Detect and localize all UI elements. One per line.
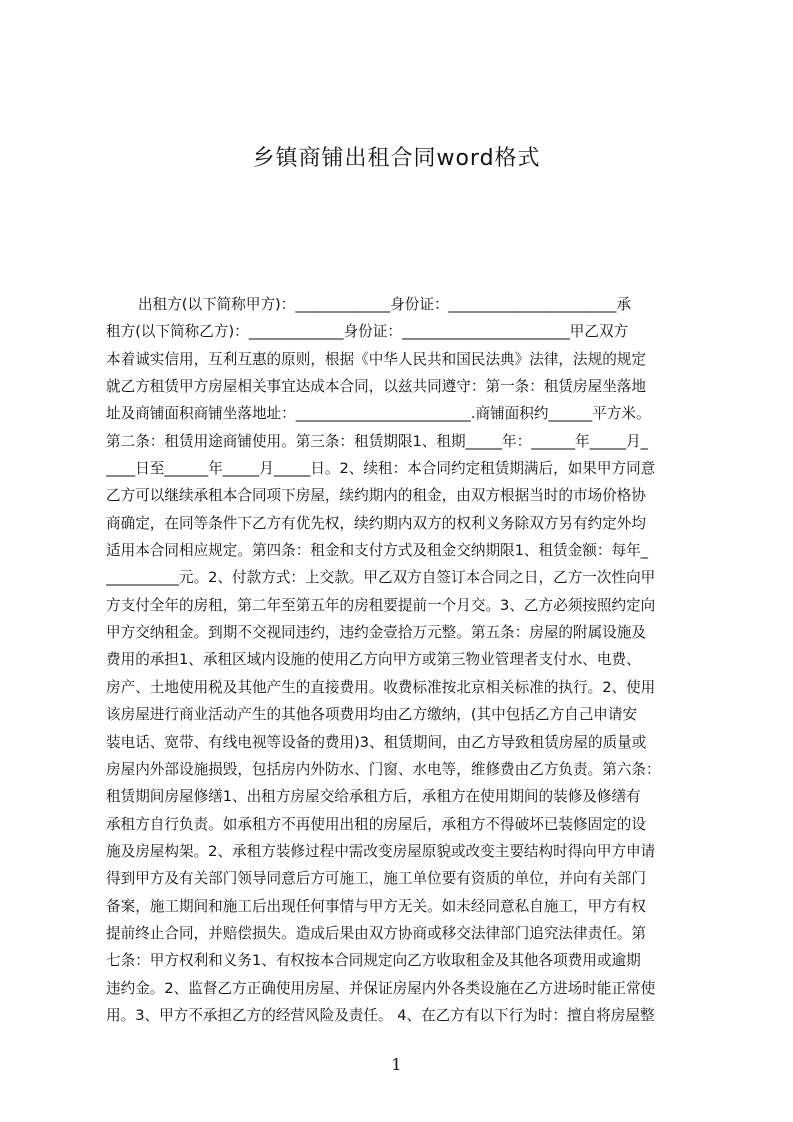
body-line: 七条：甲方权利和义务1、有权按本合同规定向乙方收取租金及其他各项费用或逾期: [106, 952, 641, 970]
body-line: 第二条：租赁用途商铺使用。第三条：租赁期限1、租期_____年：______年_____月_: [106, 432, 648, 450]
body-line: 承租方自行负责。如承租方不再使用出租的房屋后，承租方不得破坏已装修固定的设: [106, 815, 646, 833]
body-line: 址及商铺面积商铺坐落地址：________________________.商铺面积约______平方米。: [106, 405, 651, 423]
body-line: ____日至______年_____月_____日。2、续租：本合同约定租赁期满后，如果甲方同意: [106, 460, 656, 478]
body-line: 违约金。2、监督乙方正确使用房屋、并保证房屋内外各类设施在乙方进场时能正常使: [106, 979, 656, 997]
body-line: 乙方可以继续承租本合同项下房屋，续约期内的租金，由双方根据当时的市场价格协: [106, 487, 646, 505]
body-line: 提前终止合同，并赔偿损失。造成后果由双方协商或移交法律部门追究法律责任。第: [106, 924, 646, 942]
body-line: 出租方(以下简称甲方)：_____________身份证：_______________________承: [138, 296, 631, 313]
body-line: 施及房屋构架。2、承租方装修过程中需改变房屋原貌或改变主要结构时得向甲方申请: [106, 842, 656, 860]
body-line: 费用的承担1、承租区域内设施的使用乙方向甲方或第三物业管理者支付水、电费、: [106, 651, 641, 669]
body-line: 适用本合同相应规定。第四条：租金和支付方式及租金交纳期限1、租赁金额：每年_: [106, 542, 648, 560]
body-line: 租赁期间房屋修缮1、出租方房屋交给承租方后，承租方在使用期间的装修及修缮有: [106, 788, 641, 806]
body-line: 备案，施工期间和施工后出现任何事情与甲方无关。如未经同意私自施工，甲方有权: [106, 897, 646, 915]
body-line: 甲方交纳租金。到期不交视同违约，违约金壹拾万元整。第五条：房屋的附属设施及: [106, 624, 646, 642]
body-line: 装电话、宽带、有线电视等设备的费用)3、租赁期间，由乙方导致租赁房屋的质量或: [106, 733, 647, 751]
body-line: 方支付全年的房租，第二年至第五年的房租要提前一个月交。3、乙方必须按照约定向: [106, 596, 656, 614]
body-line: 商确定，在同等条件下乙方有优先权，续约期内双方的权利义务除双方另有约定外均: [106, 514, 646, 532]
body-line: __________元。2、付款方式：上交款。甲乙双方自签订本合同之日，乙方一次性向甲: [106, 569, 656, 587]
contract-body: [106, 291, 696, 1029]
body-line: 本着诚实信用，互利互惠的原则，根据《中华人民共和国民法典》法律，法规的规定: [106, 350, 646, 368]
body-line: 就乙方租赁甲方房屋相关事宜达成本合同，以兹共同遵守：第一条：租赁房屋坐落地: [106, 378, 646, 396]
page-number: 1: [391, 1055, 402, 1074]
body-line: 得到甲方及有关部门领导同意后方可施工，施工单位要有资质的单位，并向有关部门: [106, 870, 646, 888]
body-line: 房产、土地使用税及其他产生的直接费用。收费标准按北京相关标准的执行。2、使用: [106, 678, 656, 696]
body-line: 房屋内外部设施损毁，包括房内外防水、门窗、水电等，维修费由乙方负责。第六条：: [106, 760, 661, 778]
body-line: 租方(以下简称乙方)：_____________身份证：_______________________甲乙双方: [106, 323, 629, 341]
body-line: 该房屋进行商业活动产生的其他各项费用均由乙方缴纳，(其中包括乙方自己申请安: [106, 706, 638, 724]
body-line: 用。3、甲方不承担乙方的经营风险及责任。 4、在乙方有以下行为时：擅自将房屋整: [106, 1006, 655, 1024]
document-title: 乡镇商铺出租合同word格式: [252, 146, 541, 171]
